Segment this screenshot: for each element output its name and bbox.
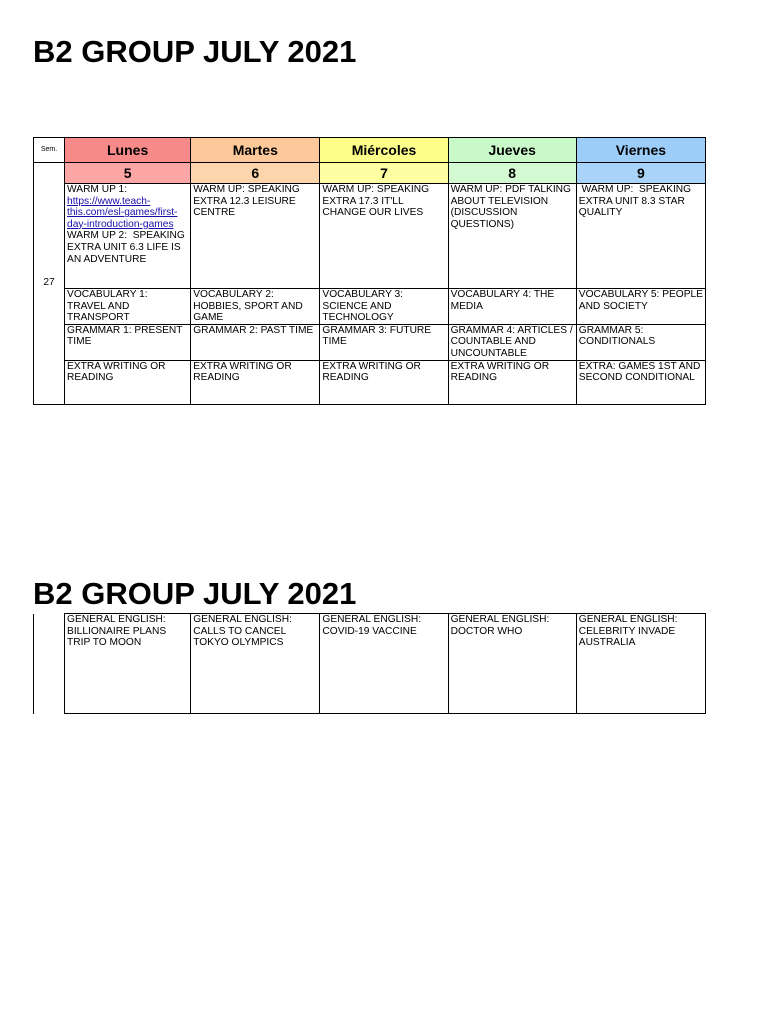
- extra-cell: EXTRA WRITING OR READING: [448, 360, 576, 404]
- day-header-martes: Martes: [191, 138, 320, 163]
- extra-cell: EXTRA WRITING OR READING: [191, 360, 320, 404]
- warmup-row: [34, 184, 706, 289]
- vocabulary-cell: VOCABULARY 1: TRAVEL AND TRANSPORT: [65, 289, 191, 325]
- general-english-cell: GENERAL ENGLISH: DOCTOR WHO: [448, 614, 576, 714]
- vocabulary-cell: VOCABULARY 4: THE MEDIA: [448, 289, 576, 325]
- day-header-jueves: Jueves: [448, 138, 576, 163]
- grammar-cell: GRAMMAR 4: ARTICLES / COUNTABLE AND UNCOUNTABLE: [448, 324, 576, 360]
- cell-text: WARM UP: SPEAKING EXTRA 17.3 IT'LL CHANGE OUR LIVES: [322, 184, 432, 219]
- date-cell: 5: [65, 163, 191, 184]
- page-title-repeat: B2 GROUP JULY 2021: [33, 576, 357, 611]
- vocabulary-cell: VOCABULARY 2: HOBBIES, SPORT AND GAME: [191, 289, 320, 325]
- day-header-row: [34, 138, 706, 163]
- cell-text: WARM UP: SPEAKING EXTRA UNIT 8.3 STAR QUALITY: [578, 184, 694, 219]
- warmup-link[interactable]: https://www.teach-this.com/esl-games/first-day-introduction-games: [67, 195, 178, 230]
- general-english-cell: GENERAL ENGLISH: COVID-19 VACCINE: [320, 614, 448, 714]
- vocabulary-cell: VOCABULARY 3: SCIENCE AND TECHNOLOGY: [320, 289, 448, 325]
- warmup-cell-lunes: [65, 184, 191, 289]
- date-row: [34, 163, 706, 184]
- general-english-cell: GENERAL ENGLISH: BILLIONAIRE PLANS TRIP TO MOON: [65, 614, 191, 714]
- warmup-cell-jueves: [448, 184, 576, 289]
- day-header-miercoles: Miércoles: [320, 138, 448, 163]
- warmup-1-label: WARM UP 1:: [67, 184, 128, 195]
- general-english-table: [33, 613, 706, 714]
- warmup-2-label: WARM UP 2: SPEAKING EXTRA UNIT 6.3 LIFE IS AN ADVENTURE: [67, 230, 188, 265]
- page-title: B2 GROUP JULY 2021: [33, 34, 357, 69]
- vocabulary-row: [34, 289, 706, 325]
- day-header-lunes: Lunes: [65, 138, 191, 163]
- warmup-cell-viernes: [576, 184, 705, 289]
- general-english-cell: GENERAL ENGLISH: CALLS TO CANCEL TOKYO OLYMPICS: [191, 614, 320, 714]
- grammar-cell: GRAMMAR 3: FUTURE TIME: [320, 324, 448, 360]
- vocabulary-cell: VOCABULARY 5: PEOPLE AND SOCIETY: [576, 289, 705, 325]
- date-cell: 8: [448, 163, 576, 184]
- extra-cell: EXTRA: GAMES 1ST AND SECOND CONDITIONAL: [576, 360, 705, 404]
- extra-row: [34, 360, 706, 404]
- warmup-cell-miercoles: [320, 184, 448, 289]
- day-header-viernes: Viernes: [576, 138, 705, 163]
- grammar-cell: GRAMMAR 5: CONDITIONALS: [576, 324, 705, 360]
- grammar-cell: GRAMMAR 1: PRESENT TIME: [65, 324, 191, 360]
- grammar-cell: GRAMMAR 2: PAST TIME: [191, 324, 320, 360]
- sem-header: Sem.: [34, 138, 65, 163]
- cell-text: WARM UP: SPEAKING EXTRA 12.3 LEISURE CENTRE: [193, 184, 303, 219]
- extra-cell: EXTRA WRITING OR READING: [320, 360, 448, 404]
- week-number: 27: [34, 163, 65, 405]
- date-cell: 7: [320, 163, 448, 184]
- cell-text: WARM UP: PDF TALKING ABOUT TELEVISION (DISCUSSION QUESTIONS): [450, 184, 574, 230]
- warmup-cell-martes: [191, 184, 320, 289]
- general-english-row: [34, 614, 706, 714]
- week-cell-continued: [34, 614, 65, 714]
- date-cell: 6: [191, 163, 320, 184]
- general-english-cell: GENERAL ENGLISH: CELEBRITY INVADE AUSTRALIA: [576, 614, 705, 714]
- date-cell: 9: [576, 163, 705, 184]
- schedule-table: [33, 137, 706, 405]
- extra-cell: EXTRA WRITING OR READING: [65, 360, 191, 404]
- grammar-row: [34, 324, 706, 360]
